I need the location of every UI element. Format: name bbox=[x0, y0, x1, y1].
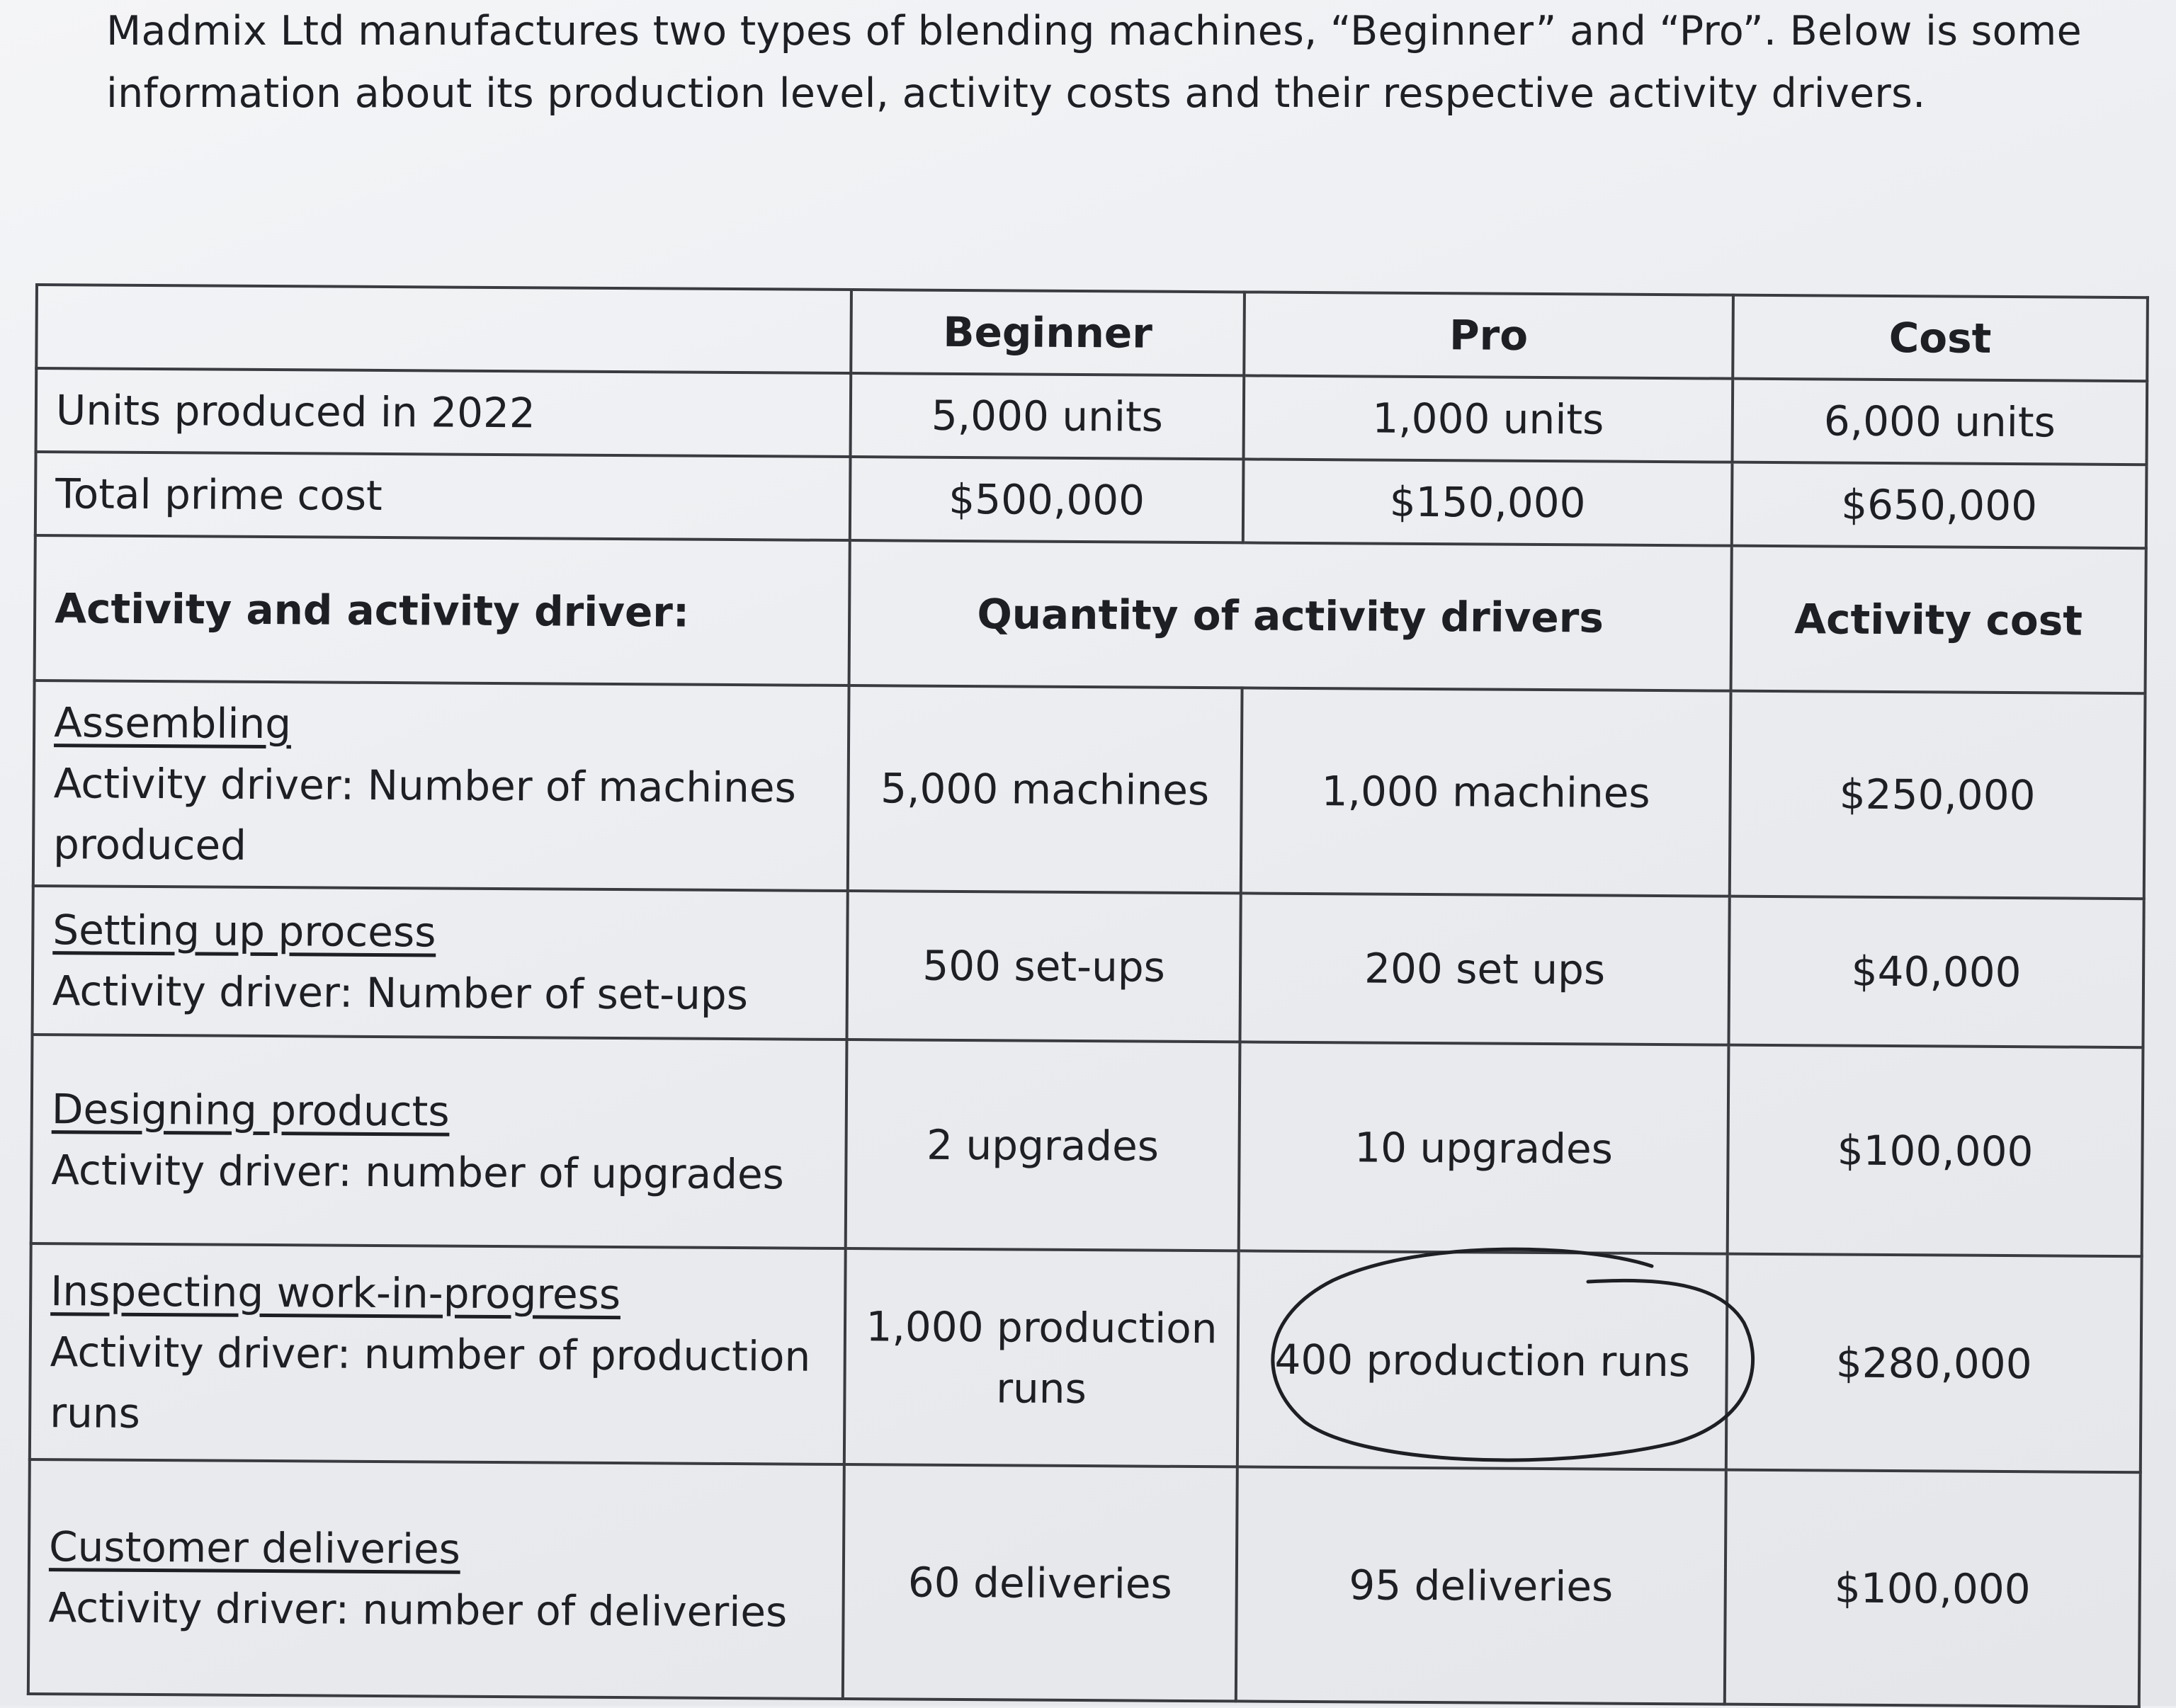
activity-cost: $100,000 bbox=[1725, 1470, 2141, 1707]
prime-cost-pro: $150,000 bbox=[1243, 459, 1733, 545]
activity-row-setup bbox=[33, 886, 2144, 1047]
activity-header-label: Activity and activity driver: bbox=[35, 535, 850, 685]
activity-cost: $40,000 bbox=[1728, 896, 2143, 1048]
activity-name: Setting up process bbox=[52, 906, 436, 957]
prime-cost-row bbox=[35, 452, 2147, 548]
prime-cost-label: Total prime cost bbox=[35, 452, 851, 540]
activity-cost: $100,000 bbox=[1728, 1045, 2143, 1257]
units-row bbox=[36, 368, 2148, 465]
activity-beginner-qty: 2 upgrades bbox=[846, 1040, 1240, 1251]
units-pro: 1,000 units bbox=[1244, 375, 1733, 462]
activity-cost: $250,000 bbox=[1730, 691, 2146, 899]
activity-label-cell bbox=[33, 886, 848, 1040]
activity-beginner-qty: 5,000 machines bbox=[848, 685, 1242, 893]
activity-header-row bbox=[35, 535, 2146, 693]
activity-driver: Activity driver: Number of set-ups bbox=[52, 967, 749, 1020]
quantity-header: Quantity of activity drivers bbox=[849, 540, 1732, 691]
activity-name: Customer deliveries bbox=[48, 1522, 461, 1573]
units-label: Units produced in 2022 bbox=[36, 368, 851, 457]
activity-driver: Activity driver: number of upgrades bbox=[51, 1145, 785, 1198]
activity-row-inspecting bbox=[30, 1243, 2142, 1472]
activity-beginner-qty: 1,000 production runs bbox=[844, 1248, 1239, 1467]
activity-pro-qty: 200 set ups bbox=[1240, 893, 1729, 1044]
activity-name: Inspecting work-in-progress bbox=[50, 1266, 621, 1319]
activity-cost-header: Activity cost bbox=[1731, 546, 2146, 694]
activity-driver: Activity driver: Number of machines produced bbox=[52, 759, 797, 870]
activity-cost: $280,000 bbox=[1726, 1254, 2142, 1473]
units-cost: 6,000 units bbox=[1733, 379, 2148, 465]
activity-row-designing bbox=[31, 1035, 2143, 1256]
activity-beginner-qty: 500 set-ups bbox=[846, 891, 1240, 1042]
header-beginner: Beginner bbox=[851, 290, 1245, 375]
activity-label-cell bbox=[31, 1035, 847, 1248]
header-row bbox=[36, 285, 2148, 381]
prime-cost-beginner: $500,000 bbox=[850, 457, 1244, 542]
prime-cost-cost: $650,000 bbox=[1732, 462, 2147, 549]
activity-label-cell bbox=[30, 1243, 846, 1464]
activity-name: Assembling bbox=[54, 698, 292, 748]
header-blank-cell bbox=[36, 285, 851, 373]
activity-label-cell bbox=[28, 1459, 844, 1699]
activity-pro-qty-circled: 400 production runs bbox=[1237, 1251, 1728, 1469]
activity-cost-table bbox=[27, 283, 2149, 1708]
activity-beginner-qty: 60 deliveries bbox=[843, 1464, 1237, 1701]
header-pro: Pro bbox=[1244, 292, 1733, 378]
activity-pro-qty: 10 upgrades bbox=[1239, 1042, 1729, 1253]
activity-driver: Activity driver: number of deliveries bbox=[48, 1583, 788, 1636]
intro-paragraph: Madmix Ltd manufactures two types of blending machines, “Beginner” and “Pro”. Below is some information about its production level, activity costs and their respective activity drivers. bbox=[106, 8, 2082, 117]
activity-pro-qty: 1,000 machines bbox=[1241, 688, 1731, 896]
header-cost: Cost bbox=[1733, 295, 2148, 382]
activity-name: Designing products bbox=[51, 1084, 450, 1136]
activity-pro-qty: 95 deliveries bbox=[1236, 1467, 1726, 1704]
activity-row-assembling bbox=[33, 681, 2146, 899]
activity-row-deliveries bbox=[28, 1459, 2141, 1707]
units-beginner: 5,000 units bbox=[851, 373, 1245, 459]
activity-label-cell bbox=[33, 681, 849, 891]
activity-driver: Activity driver: number of production runs bbox=[50, 1327, 811, 1437]
